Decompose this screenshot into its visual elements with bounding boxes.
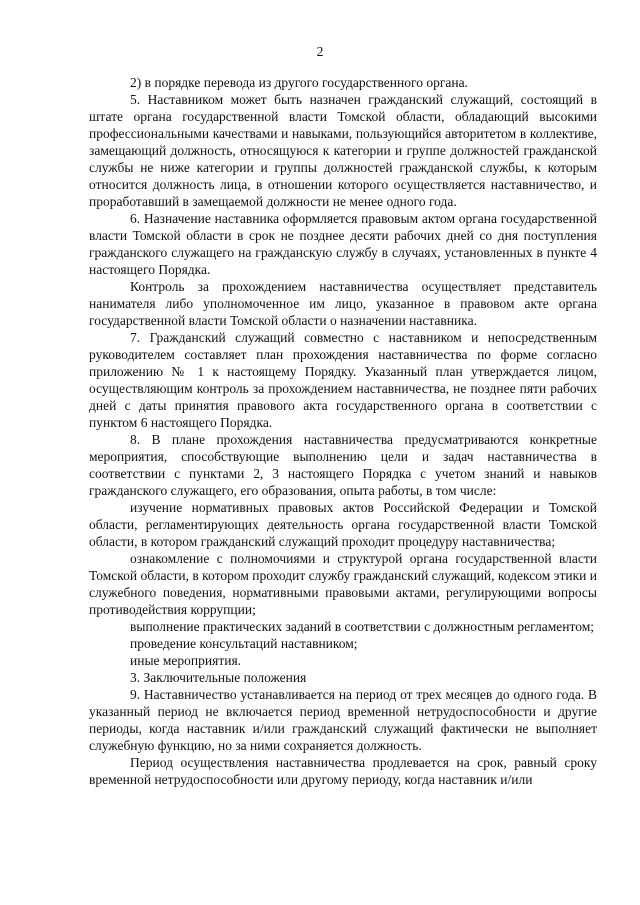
list-item-consultations: проведение консультаций наставником;: [130, 636, 358, 651]
paragraph-extension: Период осуществления наставничества продлевается на срок, равный сроку временной нетрудоспособности или другому периоду, когда наставник и/или: [89, 755, 597, 787]
paragraph-item-5: 5. Наставником может быть назначен гражданский служащий, состоящий в штате органа государственной власти Томской области, обладающий высокими профессиональными качествами и навыками, пользующийся авторитетом в коллективе, замещающий должность, относящуюся к категории и группе должностей гражданской службы не ниже категории и группы должностей гражданской службы, к которым относится должность лица, в отношении которого осуществляется наставничество, и проработавший в замещаемой должности не менее одного года.: [89, 92, 597, 209]
paragraph-item-9: 9. Наставничество устанавливается на период от трех месяцев до одного года. В указанный период не включается период временной нетрудоспособности и другие периоды, когда наставник и/или гражданский служащий фактически не выполняет служебную функцию, но за ними сохраняется должность.: [89, 687, 597, 753]
document-body: [89, 74, 597, 788]
paragraph-item-6: 6. Назначение наставника оформляется правовым актом органа государственной власти Томской области в срок не позднее десяти рабочих дней со дня поступления гражданского служащего на гражданскую службу в случаях, установленных в пункте 4 настоящего Порядка.: [89, 211, 597, 277]
list-item-study-acts: изучение нормативных правовых актов Российской Федерации и Томской области, регламентирующих деятельность органа государственной власти Томской области, в котором гражданский служащий проходит процедуру наставничества;: [89, 500, 597, 549]
paragraph-item-7: 7. Гражданский служащий совместно с наставником и непосредственным руководителем составляет план прохождения наставничества по форме согласно приложению № 1 к настоящему Порядку. Указанный план утверждается лицом, осуществляющим контроль за прохождением наставничества, не позднее пяти рабочих дней с даты принятия правового акта государственного органа в соответствии с пунктом 6 настоящего Порядка.: [89, 330, 597, 430]
paragraph-control: Контроль за прохождением наставничества осуществляет представитель нанимателя либо уполномоченное им лицо, указанное в правовом акте органа государственной власти Томской области о назначении наставника.: [89, 279, 597, 328]
paragraph-item-8: 8. В плане прохождения наставничества предусматриваются конкретные мероприятия, способствующие выполнению цели и задач наставничества в соответствии с пунктами 2, 3 настоящего Порядка с учетом знаний и навыков гражданского служащего, его образования, опыта работы, в том числе:: [89, 432, 597, 498]
list-item-practical-tasks: выполнение практических заданий в соответствии с должностным регламентом;: [130, 619, 595, 634]
section-title: 3. Заключительные положения: [130, 670, 307, 685]
list-item-familiarization: ознакомление с полномочиями и структурой органа государственной власти Томской области, в котором проходит службу гражданский служащий, кодексом этики и служебного поведения, нормативными правовыми актами, регулирующими вопросы противодействия коррупции;: [89, 551, 597, 617]
page-number: 2: [316, 44, 324, 59]
list-item-other-events: иные мероприятия.: [130, 653, 242, 668]
paragraph-transfer-mode: 2) в порядке перевода из другого государственного органа.: [130, 75, 468, 90]
